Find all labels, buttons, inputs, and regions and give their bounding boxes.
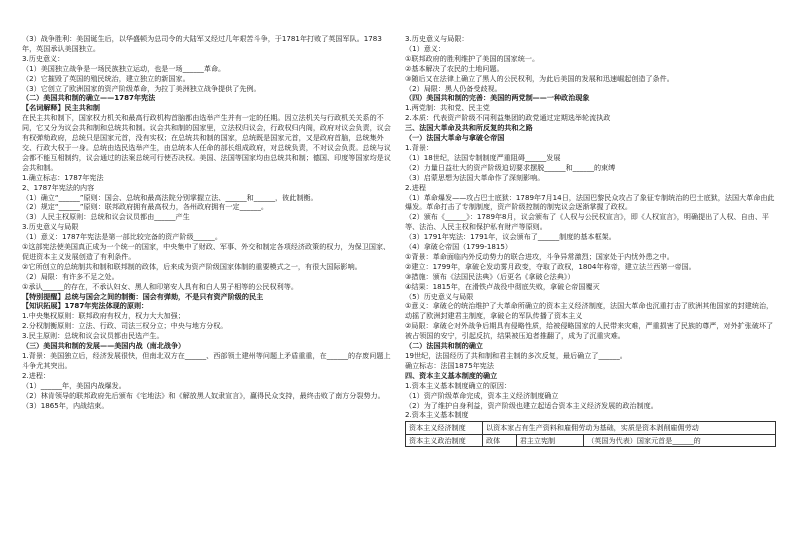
text-line: （三）美国共和制的发展——美国内战（南北战争） (22, 341, 186, 351)
table-row (406, 434, 776, 447)
text-line: （3）启蒙思想为法国大革命作了深刻影响。 (405, 172, 545, 182)
text-line: 1.确立标志：1787年宪法 (22, 172, 104, 182)
text-line: 在民主共和制下，国家权力机关和最高行政机构首脑都由选举产生并有一定的任期。因立法机关与行政机关关系的不同，它又分为议会共和制和总统共和制。议会共和制的国家里，立法权归议会，行政权归内阁，政府对议会负责，议会有权弹劾政府，总统只是国家元首，没有实权；在总统共和制的国家，总统既是国家元首，又是政府首脑，总统集外交、行政大权于一身。总统由选民选举产生，由总统本人任命的部长组成政府，对总统负责，不对议会负责。总统与议会都不能互相制约，议会通过的法案总统可行使否决权。美国、法国等国家均由总统共和制；德国、印度等国家均是议会共和制。 (22, 113, 391, 172)
text-line: （1）资产阶级革命完成，资本主义经济制度确立 (405, 390, 559, 400)
text-line: （2）力量日益壮大的资产阶级迫切要求摆脱______和______的束缚 (405, 162, 616, 172)
text-line: ②它所创立的总统制共和制和联邦制的政体，后来成为资产阶级国家体制的重要模式之一，有很大国际影响。 (22, 261, 362, 271)
text-line: （1）______年，美国内战爆发。 (22, 380, 126, 390)
text-line: ①意义：拿破仑的统治维护了大革命所确立的资本主义经济制度，法国大革命也沉重打击了欧洲其他国家的封建统治，动摇了欧洲封建君主制度，拿破仑的军队传播了资本主义 (405, 301, 774, 321)
text-line: 1.背景： (405, 142, 434, 152)
economic-system-label: 资本主义经济制度 (406, 422, 483, 435)
text-line: ④结果：1815年，在滑铁卢战役中彻底失败，拿破仑帝国覆灭 (405, 281, 600, 291)
text-line: ③随后又在法律上确立了黑人的公民权利，为此后美国的发展和迅速崛起创造了条件。 (405, 73, 674, 83)
text-line: 1.背景：美国独立后，经济发展很快，但南北双方在______、西部领土建州等问题上矛盾重重，在______的存废问题上斗争尤其突出。 (22, 351, 391, 370)
text-line: 1.资本主义基本制度确立的原因： (405, 380, 512, 390)
text-line: 1.中央集权原则：联邦政府有权力，权力大大加强； (22, 311, 185, 321)
text-line: （5）历史意义与局限 (405, 291, 474, 301)
text-line: 确立标志：法国1875年宪法 (405, 360, 494, 370)
text-line: ①背景：革命面临内外反动势力的联合进攻，斗争异常激烈；国家处于内忧外患之中。 (405, 251, 674, 261)
text-line: 19世纪，法国经历了共和制和君主制的多次反复，最后确立了______。 (405, 351, 627, 360)
text-line: 三、法国大革命及共和所反复的共和之路 (405, 123, 533, 133)
text-line: 2.进程 (405, 182, 426, 192)
text-line: （3）战争胜利：美国诞生后，以华盛顿为总司令的大陆军又经过几年艰苦斗争，于1781年打败了英国军队。1783年，英国承认美国独立。 (22, 34, 382, 53)
text-line: （一）法国大革命与拿破仑帝国 (405, 133, 505, 143)
polity-label: 政体 (483, 434, 517, 447)
economic-system-content: 以资本家占有生产资料和雇佣劳动为基础，实质是资本剥削雇佣劳动 (483, 422, 776, 435)
text-line: ②基本解决了农民的土地问题。 (405, 63, 504, 73)
text-line: （2）为了维护自身利益，资产阶级也建立起适合资本主义经济发展的政治制度。 (405, 400, 658, 410)
political-system-label: 资本主义政治制度 (406, 434, 483, 447)
text-line: 2、1787年宪法的内容 (22, 182, 95, 192)
text-line: 【特别提醒】总统与国会之间的制衡：国会有弹劾，不是只有资产阶级的民主 (22, 291, 264, 301)
text-line: ①承认______的存在，不承认妇女、黑人和印第安人具有和白人男子相等的公民权利等。 (22, 281, 298, 291)
text-line: 3.历史意义与局限： (405, 34, 469, 43)
text-line: 3.历史意义： (22, 53, 65, 63)
text-line: （2）它摧毁了英国的殖民统治，建立独立的新国家。 (22, 73, 190, 83)
text-line: ②建立：1799年，拿破仑发动雾月政变，夺取了政权，1804年称帝，建立法兰西第一帝国。 (405, 261, 696, 271)
text-line: 【知识拓展】1787年宪法体现的原则： (22, 301, 149, 311)
text-line: （3）1865年，内战结束。 (22, 400, 109, 410)
text-line: （1）美国独立战争是一场民族独立运动，也是一场______革命。 (22, 63, 226, 73)
text-line: ②局限：拿破仑对外战争后期具有侵略性质，给被侵略国家的人民带来灾难，严重损害了民族的尊严，对外扩张破坏了被占领国的安宁，引起反抗，结果被压迫者推翻了，成为了沉重灾难。 (405, 321, 774, 341)
text-line: 3.历史意义与局限 (22, 222, 79, 232)
text-line: （3）1791年宪法：1791年，议会颁布了______制度的基本框架。 (405, 232, 616, 242)
head-of-state-content: （英国为代表）国家元首是______的 (584, 434, 776, 447)
table-row (406, 422, 776, 435)
text-line: （2）局限：有许多不足之处。 (22, 271, 119, 281)
text-line: ①联邦政府的胜利维护了美国的国家统一。 (405, 53, 540, 63)
constitutional-monarchy-label: 君主立宪制 (516, 434, 584, 447)
text-line: （2）局限：黑人仍备受歧视。 (405, 83, 502, 93)
text-line: （1）革命爆发——攻占巴士底狱：1789年7月14日，法国巴黎民众攻占了象征专制统治的巴士底狱，法国大革命由此爆发。革命打击了专制制度，资产阶级控制的制宪议会逐渐掌握了政权。 (405, 192, 775, 212)
text-line: （二）法国共和制的确立 (405, 341, 484, 351)
text-line: （2）规定“______”原则：联邦政府拥有最高权力，各州政府拥有一定______。 (22, 202, 268, 212)
right-column (405, 34, 776, 554)
text-line: （4）拿破仑帝国（1799-1815） (405, 242, 513, 252)
text-line: 四、资本主义基本制度的确立 (405, 370, 498, 380)
text-line: （2）颁布《______》：1789年8月，议会颁布了《人权与公民权宣言》，即《人权宣言》，明确提出了人权、自由、平等、法治、人民主权和保护私有财产等原则。 (405, 212, 770, 232)
text-line: （2）林肯领导的联邦政府先后颁布《宅地法》和《解放黑人奴隶宣言》，赢得民众支持，最终击败了南方分裂势力。 (22, 390, 385, 400)
left-column (22, 34, 393, 554)
text-line: （1）意义：1787年宪法是第一部比较完备的资产阶级______。 (22, 232, 222, 242)
text-line: （四）美国共和制的完善：美国的两党制——一种政治现象 (405, 93, 590, 103)
text-line: 2.本质：代表资产阶级不同利益集团的政党通过定期选举轮流执政 (405, 113, 611, 123)
text-line: （二）美国共和制的确立——1787年宪法 (22, 93, 156, 103)
text-line: （3）它创立了欧洲国家的资产阶级革命，为拉丁美洲独立战争提供了先例。 (22, 83, 261, 93)
text-line: 【名词解释】民主共和制 (22, 103, 101, 113)
text-line: ①这部宪法使美国真正成为一个统一的国家，中央集中了财政、军事、外交和制定各项经济政策的权力，为保卫国家、促进资本主义发展创造了有利条件。 (22, 242, 391, 261)
right-column-text (405, 34, 776, 420)
text-line: （1）意义： (405, 43, 445, 53)
text-line: （1）确立“______”原则：国会、总统和最高法院分别掌握立法、______和______，彼此制衡。 (22, 192, 318, 202)
text-line: 2.资本主义基本制度 (405, 410, 469, 420)
text-line: 1.两党制：共和党、民主党 (405, 103, 490, 113)
text-line: 2.进程： (22, 370, 51, 380)
text-line: 2.分权制衡原则：立法、行政、司法三权分立；中央与地方分权。 (22, 321, 228, 331)
text-line: （1）18世纪，法国专制制度严重阻碍______发展 (405, 152, 561, 162)
text-line: （3）人民主权原则：总统和议会议员都由______产生 (22, 212, 190, 222)
capitalist-system-table (405, 421, 776, 447)
text-line: 3.民主原则：总统和议会议员都由民选产生。 (22, 331, 164, 341)
text-line: ③措施：颁布《法国民法典》（后更名《拿破仑法典》） (405, 271, 575, 281)
